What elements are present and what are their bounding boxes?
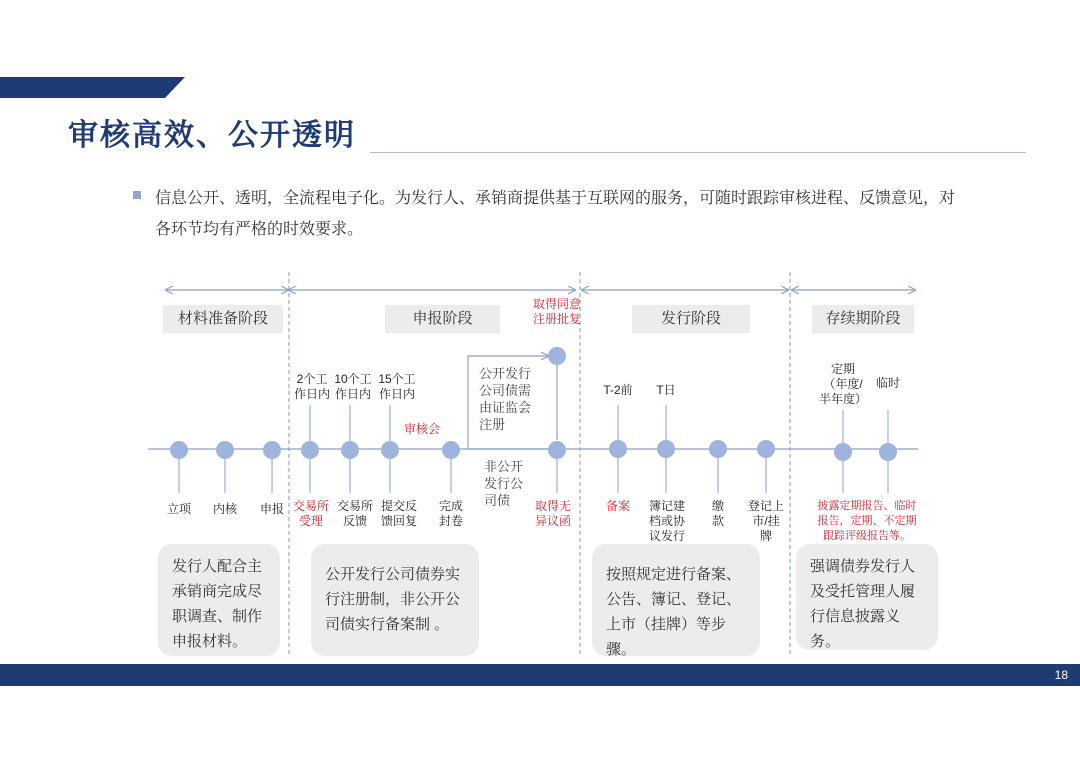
public-issuance-note: 公开发行 公司债需 由证监会 注册: [479, 367, 532, 433]
temporary-label: 临时: [875, 376, 900, 390]
node-label-jiaokuan: 缴 款: [711, 499, 724, 528]
node-buji: [657, 440, 675, 458]
node-huifu: [381, 441, 399, 459]
description-text: 信息公开、透明，全流程电子化。为发行人、承销商提供基于互联网的服务，可随时跟踪审核进程、反馈意见，对各环节均有严格的时效要求。: [155, 190, 956, 238]
node-shenbao: [263, 441, 281, 459]
note-application: 公开发行公司债券实行注册制，非公开公司债实行备案制 。: [311, 544, 479, 656]
note-preparation: 发行人配合主承销商完成尽职调查、制作申报材料。: [158, 544, 280, 656]
stage-issuance: 发行阶段: [632, 305, 750, 333]
node-label-fengjuan: 完成 封卷: [438, 499, 463, 528]
timing-10-days: 10个工 作日内: [334, 372, 372, 401]
page-number: 18: [1054, 668, 1068, 682]
node-fankui: [341, 441, 359, 459]
t-day-label: T日: [656, 383, 676, 397]
stage-application: 申报阶段: [385, 305, 500, 333]
node-jiaokuan: [709, 440, 727, 458]
node-wuyiyi: [548, 441, 566, 459]
node-label-lixiang: 立项: [166, 502, 191, 516]
private-issuance-note: 非公开 发行公 司债: [484, 460, 524, 509]
node-label-fankui: 交易所 反馈: [336, 499, 373, 528]
t-minus-2-label: T-2前: [603, 383, 633, 397]
node-label-huifu: 提交反 馈回复: [380, 499, 417, 528]
node-label-beian: 备案: [605, 499, 630, 513]
timeline-nodes: [170, 347, 897, 461]
footer-bar: [0, 664, 1080, 686]
timing-15-days: 15个工 作日内: [378, 372, 416, 401]
node-label-buji: 簿记建 档或协 议发行: [648, 499, 685, 543]
node-lixiang: [170, 441, 188, 459]
node-dingqi: [834, 443, 852, 461]
note-duration: 强调债券发行人及受托管理人履行信息披露义务。: [796, 544, 938, 650]
node-shouli: [301, 441, 319, 459]
node-label-shenbao: 申报: [259, 502, 284, 516]
stage-preparation: 材料准备阶段: [163, 305, 283, 333]
stage-duration: 存续期阶段: [812, 305, 914, 333]
timing-2-days: 2个工 作日内: [293, 372, 330, 401]
review-meeting-label: 审核会: [403, 422, 440, 436]
page-title: 审核高效、公开透明: [68, 118, 356, 153]
node-dengji: [757, 440, 775, 458]
node-label-wuyiyi: 取得无 异议函: [534, 499, 571, 528]
node-linshi: [879, 443, 897, 461]
node-fengjuan: [442, 441, 460, 459]
node-label-neihe: 内核: [212, 502, 237, 516]
node-label-disclosure: 披露定期报告、临时 报告，定期、不定期 跟踪评级报告等。: [817, 500, 917, 542]
periodic-label: 定期 （年度/ 半年度）: [818, 362, 867, 406]
node-neihe: [216, 441, 234, 459]
node-label-shouli: 交易所 受理: [292, 499, 329, 528]
node-label-dengji: 登记上 市/挂 牌: [747, 499, 784, 543]
note-issuance: 按照规定进行备案、公告、簿记、登记、上市（挂牌）等步骤。: [592, 544, 760, 656]
approval-label: 取得同意 注册批复: [532, 297, 581, 326]
node-pifu: [548, 347, 566, 365]
node-beian: [609, 440, 627, 458]
